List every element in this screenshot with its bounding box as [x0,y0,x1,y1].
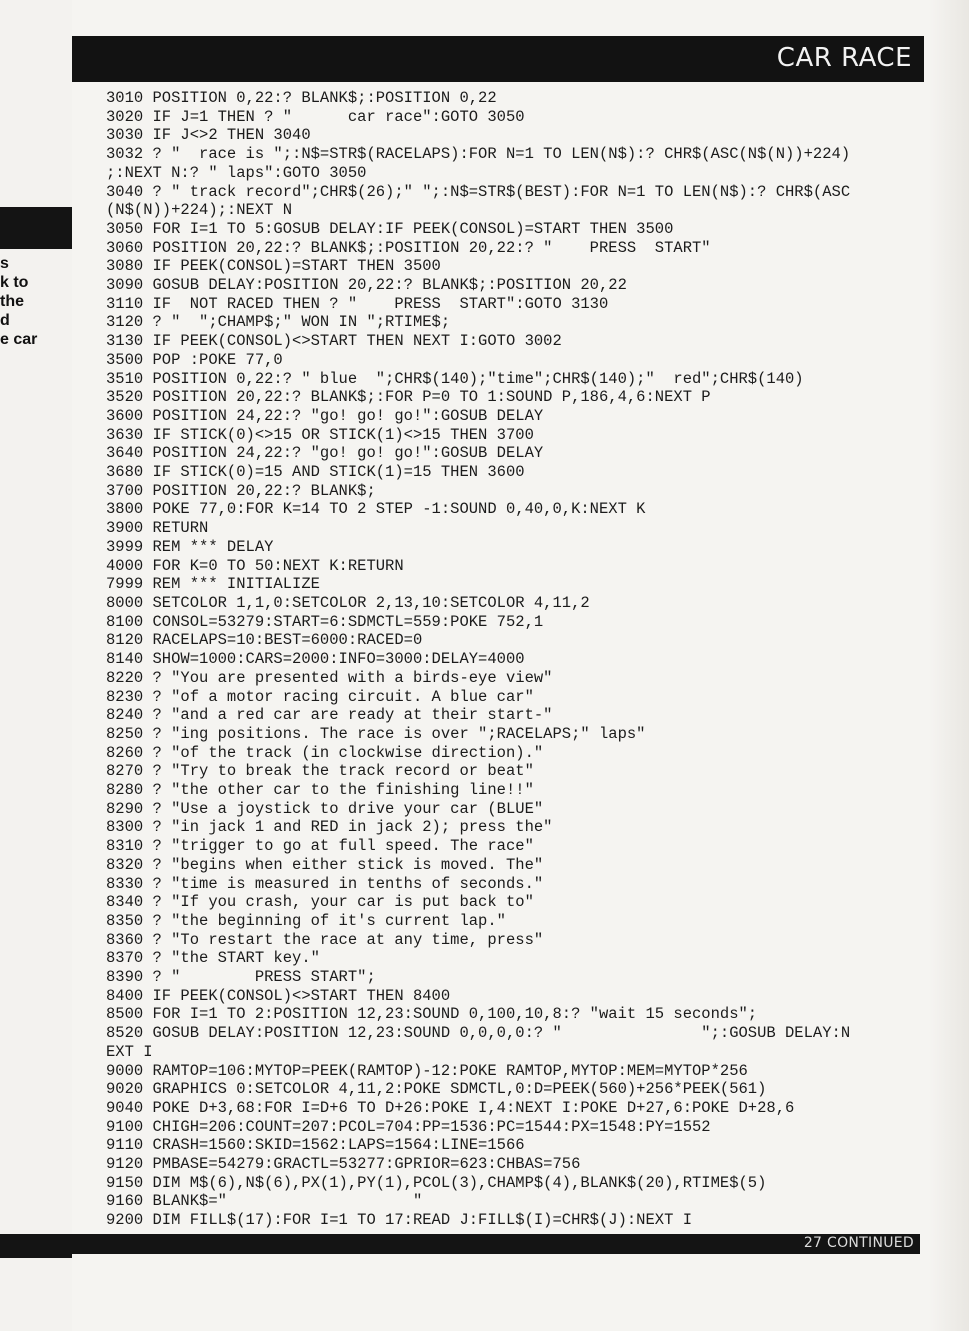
page-title: CAR RACE [776,43,912,73]
code-line: 8140 SHOW=1000:CARS=2000:INFO=3000:DELAY=4000 [106,650,525,669]
code-line: (N$(N))+224);:NEXT N [106,201,293,220]
code-line: 9020 GRAPHICS 0:SETCOLOR 4,11,2:POKE SDMCTL,0:D=PEEK(560)+256*PEEK(561) [106,1080,767,1099]
code-line: 9100 CHIGH=206:COUNT=207:PCOL=704:PP=1536:PC=1544:PX=1548:PY=1552 [106,1117,711,1136]
page-number-continued: 27 CONTINUED [803,1235,914,1251]
facing-page-word: e car [0,331,38,348]
code-line: 9120 PMBASE=54279:GRACTL=53277:GPRIOR=623:CHBAS=756 [106,1155,581,1174]
code-line: 3110 IF NOT RACED THEN ? " PRESS START":GOTO 3130 [106,294,609,313]
code-line: 8220 ? "You are presented with a birds-eye view" [106,668,553,687]
code-line: 8120 RACELAPS=10:BEST=6000:RACED=0 [106,631,423,650]
code-line: 8340 ? "If you crash, your car is put back to" [106,893,534,912]
program-listing [106,89,906,1230]
code-line: 3630 IF STICK(0)<>15 OR STICK(1)<>15 THEN 3700 [106,425,534,444]
code-line: 8290 ? "Use a joystick to drive your car (BLUE" [106,799,544,818]
code-line: ;:NEXT N:? " laps":GOTO 3050 [106,163,367,182]
code-line: 3120 ? " ";CHAMP$;" WON IN ";RTIME$; [106,313,451,332]
code-line: EXT I [106,1042,153,1061]
code-line: 8250 ? "ing positions. The race is over ";RACELAPS;" laps" [106,724,646,743]
facing-page-margin [0,0,73,1331]
facing-page-word: k to [0,274,29,291]
code-line: 3520 POSITION 20,22:? BLANK$;:FOR P=0 TO 1:SOUND P,186,4,6:NEXT P [106,388,711,407]
code-line: 8000 SETCOLOR 1,1,0:SETCOLOR 2,13,10:SETCOLOR 4,11,2 [106,593,590,612]
code-line: 8350 ? "the beginning of it's current lap." [106,911,506,930]
code-line: 3800 POKE 77,0:FOR K=14 TO 2 STEP -1:SOUND 0,40,0,K:NEXT K [106,500,646,519]
code-line: 8320 ? "begins when either stick is moved. The" [106,855,544,874]
code-line: 8280 ? "the other car to the finishing line!!" [106,781,534,800]
code-line: 7999 REM *** INITIALIZE [106,575,320,594]
facing-page-word: d [0,312,10,329]
code-line: 8270 ? "Try to break the track record or beat" [106,762,534,781]
code-line: 8230 ? "of a motor racing circuit. A blue car" [106,687,534,706]
code-line: 8310 ? "trigger to go at full speed. The race" [106,837,534,856]
code-line: 3010 POSITION 0,22:? BLANK$;:POSITION 0,22 [106,89,497,107]
facing-page-footer-bar [0,1234,72,1258]
code-line: 3030 IF J<>2 THEN 3040 [106,126,311,145]
code-line: 3900 RETURN [106,519,209,538]
footer-bar [72,1234,920,1254]
code-line: 3060 POSITION 20,22:? BLANK$;:POSITION 20,22:? " PRESS START" [106,238,711,257]
code-line: 8360 ? "To restart the race at any time, press" [106,930,544,949]
code-line: 3680 IF STICK(0)=15 AND STICK(1)=15 THEN 3600 [106,463,525,482]
facing-page-text [0,254,72,349]
code-line: 8240 ? "and a red car are ready at their start-" [106,706,553,725]
code-line: 3999 REM *** DELAY [106,537,274,556]
code-line: 3080 IF PEEK(CONSOL)=START THEN 3500 [106,257,441,276]
code-line: 9040 POKE D+3,68:FOR I=D+6 TO D+26:POKE I,4:NEXT I:POKE D+27,6:POKE D+28,6 [106,1098,795,1117]
facing-page-word: the [0,293,24,310]
code-line: 3040 ? " track record";CHR$(26);" ";:N$=STR$(BEST):FOR N=1 TO LEN(N$):? CHR$(ASC [106,182,851,201]
facing-page-dark-bar [0,207,72,249]
code-line: 3500 POP :POKE 77,0 [106,350,283,369]
code-line: 3640 POSITION 24,22:? "go! go! go!":GOSUB DELAY [106,444,544,463]
code-line: 8520 GOSUB DELAY:POSITION 12,23:SOUND 0,0,0,0:? " ";:GOSUB DELAY:N [106,1024,851,1043]
code-line: 3700 POSITION 20,22:? BLANK$; [106,481,376,500]
code-line: 3020 IF J=1 THEN ? " car race":GOTO 3050 [106,107,525,126]
code-line: 3050 FOR I=1 TO 5:GOSUB DELAY:IF PEEK(CONSOL)=START THEN 3500 [106,219,674,238]
code-line: 3090 GOSUB DELAY:POSITION 20,22:? BLANK$;:POSITION 20,22 [106,276,627,295]
code-line: 3130 IF PEEK(CONSOL)<>START THEN NEXT I:GOTO 3002 [106,332,562,351]
code-line: 8390 ? " PRESS START"; [106,968,376,987]
code-line: 8500 FOR I=1 TO 2:POSITION 12,23:SOUND 0,100,10,8:? "wait 15 seconds"; [106,1005,758,1024]
code-line: 8260 ? "of the track (in clockwise direction)." [106,743,544,762]
code-line: 8370 ? "the START key." [106,949,320,968]
code-line: 8100 CONSOL=53279:START=6:SDMCTL=559:POKE 752,1 [106,612,544,631]
code-line: 8300 ? "in jack 1 and RED in jack 2); press the" [106,818,553,837]
header-bar [72,36,924,82]
code-line: 3032 ? " race is ";:N$=STR$(RACELAPS):FOR N=1 TO LEN(N$):? CHR$(ASC(N$(N))+224) [106,145,851,164]
code-line: 3600 POSITION 24,22:? "go! go! go!":GOSUB DELAY [106,406,544,425]
facing-page-word: s [0,255,9,272]
code-line: 4000 FOR K=0 TO 50:NEXT K:RETURN [106,556,404,575]
code-line: 3510 POSITION 0,22:? " blue ";CHR$(140);"time";CHR$(140);" red";CHR$(140) [106,369,804,388]
code-line: 9000 RAMTOP=106:MYTOP=PEEK(RAMTOP)-12:POKE RAMTOP,MYTOP:MEM=MYTOP*256 [106,1061,748,1080]
code-line: 9200 DIM FILL$(17):FOR I=1 TO 17:READ J:FILL$(I)=CHR$(J):NEXT I [106,1211,692,1230]
code-line: 9150 DIM M$(6),N$(6),PX(1),PY(1),PCOL(3),CHAMP$(4),BLANK$(20),RTIME$(5) [106,1173,767,1192]
code-line: 9110 CRASH=1560:SKID=1562:LAPS=1564:LINE=1566 [106,1136,525,1155]
code-line: 8330 ? "time is measured in tenths of seconds." [106,874,544,893]
page-edge-shadow [929,0,969,1331]
code-line: 8400 IF PEEK(CONSOL)<>START THEN 8400 [106,986,451,1005]
code-line: 9160 BLANK$=" " [106,1192,423,1211]
